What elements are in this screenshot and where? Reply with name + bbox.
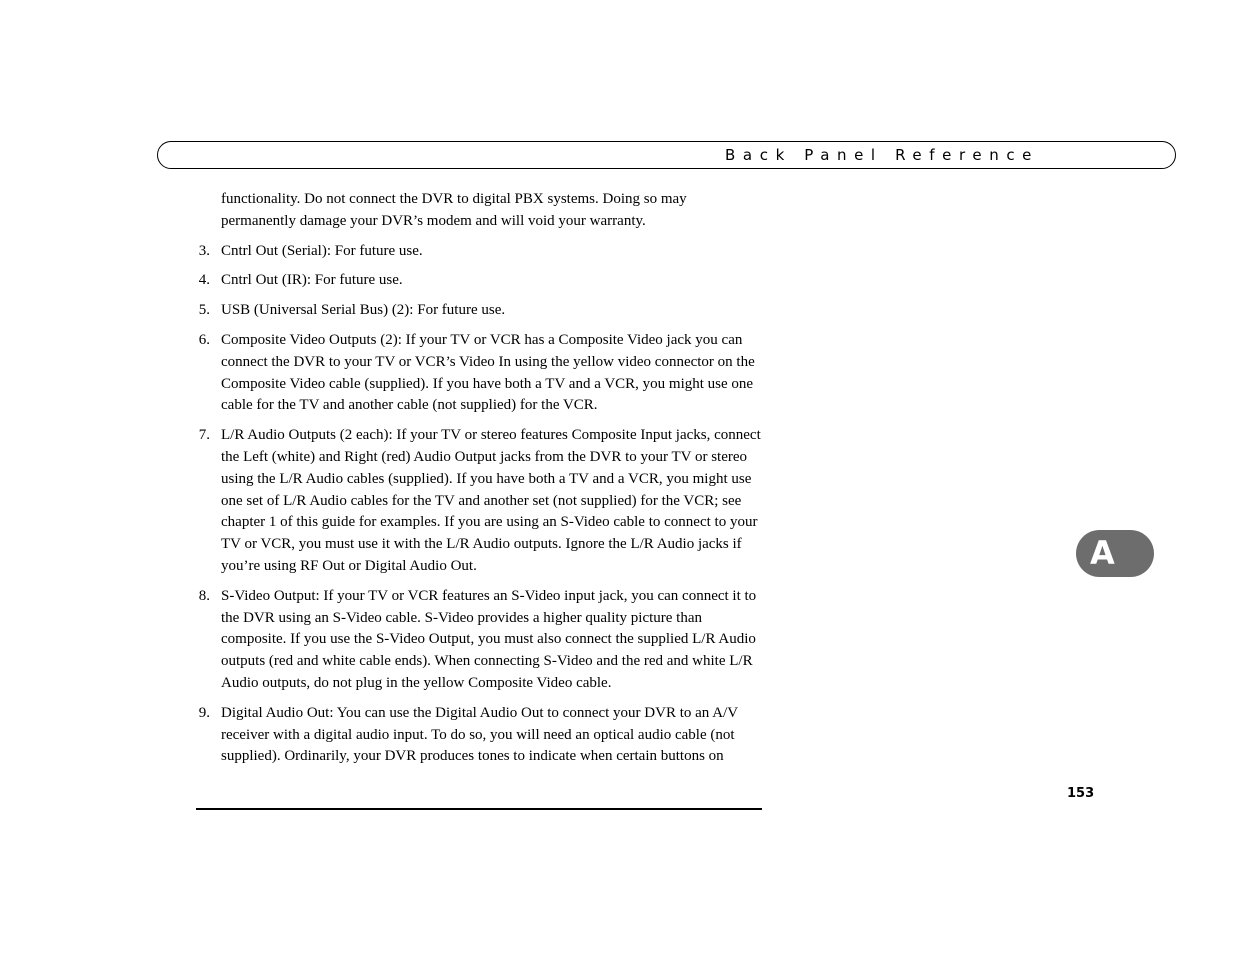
appendix-tab — [1076, 530, 1154, 577]
list-item-text: Composite Video Outputs (2): If your TV or VCR has a Composite Video jack you can connect the DVR to your TV or VCR’s Video In using the yellow video connector on the Composite Video cable (supplied). If you have both a TV and a VCR, you might use one cable for the TV and another cable (not supplied) for the VCR. — [221, 331, 755, 414]
continued-paragraph: functionality. Do not connect the DVR to digital PBX systems. Doing so may permanently damage your DVR’s modem and will void your warranty. — [221, 191, 687, 229]
list-item-number: 9. — [198, 704, 210, 721]
running-header-title: Back Panel Reference — [725, 146, 1039, 164]
list-item — [196, 270, 762, 292]
list-item — [196, 425, 762, 578]
list-item — [196, 330, 762, 417]
list-item-number: 4. — [198, 272, 210, 289]
list-item — [196, 703, 762, 768]
footer-rule — [196, 808, 762, 810]
page-number: 153 — [1067, 786, 1095, 801]
list-item-text: S-Video Output: If your TV or VCR features an S-Video input jack, you can connect it to the DVR using an S-Video cable. S-Video provides a higher quality picture than composite. If you use the S-Video Output, you must also connect the supplied L/R Audio outputs (red and white cable ends). When connecting S-Video and the red and white L/R Audio outputs, do not plug in the yellow Composite Video cable. — [221, 587, 757, 691]
list-item-number: 3. — [198, 242, 210, 259]
running-header — [157, 141, 1176, 169]
list-item-number: 7. — [198, 427, 210, 444]
list-item-number: 8. — [198, 587, 210, 604]
list-item — [196, 300, 762, 322]
list-item-number: 6. — [198, 331, 210, 348]
list-item-text: L/R Audio Outputs (2 each): If your TV or stereo features Composite Input jacks, connect the Left (white) and Right (red) Audio Output jacks from the DVR to your TV or stereo using the L/R Audio cables (supplied). If you have both a TV and a VCR, you might use one set of L/R Audio cables for the TV and another set (not supplied) for the VCR; see chapter 1 of this guide for examples. If you are using an S-Video cable to connect to your TV or VCR, you must use it with the L/R Audio outputs. Ignore the L/R Audio jacks if you’re using RF Out or Digital Audio Out. — [221, 427, 761, 574]
page-body — [196, 189, 762, 776]
appendix-tab-letter: A — [1090, 534, 1115, 572]
list-item-text: Cntrl Out (Serial): For future use. — [221, 242, 423, 259]
list-item-text: Cntrl Out (IR): For future use. — [221, 272, 403, 289]
list-item-text: Digital Audio Out: You can use the Digital Audio Out to connect your DVR to an A/V receiver with a digital audio input. To do so, you will need an optical audio cable (not supplied). Ordinarily, your DVR produces tones to indicate when certain buttons on — [221, 704, 738, 765]
list-item — [196, 241, 762, 263]
list-item-number: 5. — [198, 302, 210, 319]
list-item — [196, 586, 762, 695]
list-item-text: USB (Universal Serial Bus) (2): For future use. — [221, 302, 506, 319]
